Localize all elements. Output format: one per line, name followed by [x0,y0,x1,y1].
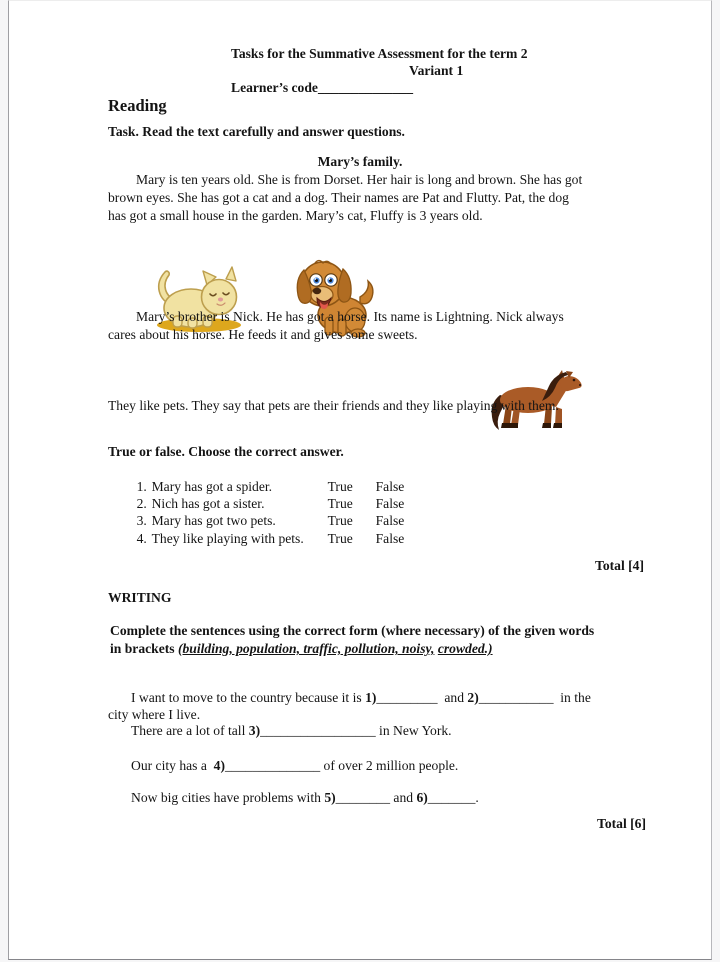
writing-section-heading: WRITING [108,590,172,605]
writing-total: Total [6] [597,816,646,831]
writing-sentence-1: I want to move to the country because it is 1)_________ and 2)___________ in the [131,690,591,705]
tf-option-true: True [327,512,353,528]
writing-sentence-2: There are a lot of tall 3)_________________ in New York. [131,723,452,738]
writing-instruction-line2: in brackets (building, population, traffic, pollution, noisy, crowded.) [110,641,493,656]
story-paragraph2-line: Mary’s brother is Nick. He has got a horse. Its name is Lightning. Nick always [136,309,564,324]
story-paragraph2-line: cares about his horse. He feeds it and gives some sweets. [108,327,418,342]
reading-task-instruction: Task. Read the text carefully and answer questions. [108,124,405,139]
reading-total: Total [4] [595,558,644,573]
tf-statement: Mary has got a spider. [151,478,273,494]
story-paragraph1-line: brown eyes. She has got a cat and a dog. Their names are Pat and Flutty. Pat, the dog [108,190,569,205]
story-paragraph3: They like pets. They say that pets are their friends and they like playing with them. [108,398,559,413]
tf-option-true: True [327,530,353,546]
writing-sentence-3: Our city has a 4)______________ of over 2 million people. [131,758,459,773]
tf-option-true: True [327,478,353,494]
tf-option-false: False [375,478,405,494]
tf-statement: They like playing with pets. [151,530,304,546]
story-paragraph1-line: Mary is ten years old. She is from Dorset. Her hair is long and brown. She has got [136,172,583,187]
tf-statement: Nich has got a sister. [151,495,265,511]
tf-item-number: 1. [136,478,147,494]
tf-statement: Mary has got two pets. [151,512,276,528]
story-paragraph1-line: has got a small house in the garden. Mary’s cat, Fluffy is 3 years old. [108,208,483,223]
dog-image [292,221,382,375]
story-title: Mary’s family. [317,154,403,169]
writing-sentence-1-cont: city where I live. [108,707,201,722]
variant-label: Variant 1 [409,63,464,78]
writing-sentence-4: Now big cities have problems with 5)________ and 6)_______. [131,790,479,805]
tf-item-number: 3. [136,512,147,528]
document-title: Tasks for the Summative Assessment for the term 2 [231,46,528,61]
tf-option-true: True [327,495,353,511]
true-false-heading: True or false. Choose the correct answer. [108,444,344,459]
tf-item-number: 4. [136,530,147,546]
writing-instruction-line1: Complete the sentences using the correct form (where necessary) of the given words [110,623,595,638]
cat-image [146,228,247,370]
reading-section-heading: Reading [108,96,167,115]
tf-option-false: False [375,495,405,511]
learner-code-field: Learner’s code______________ [231,80,414,95]
tf-option-false: False [375,512,405,528]
tf-option-false: False [375,530,405,546]
tf-item-number: 2. [136,495,147,511]
document-page [8,0,712,960]
